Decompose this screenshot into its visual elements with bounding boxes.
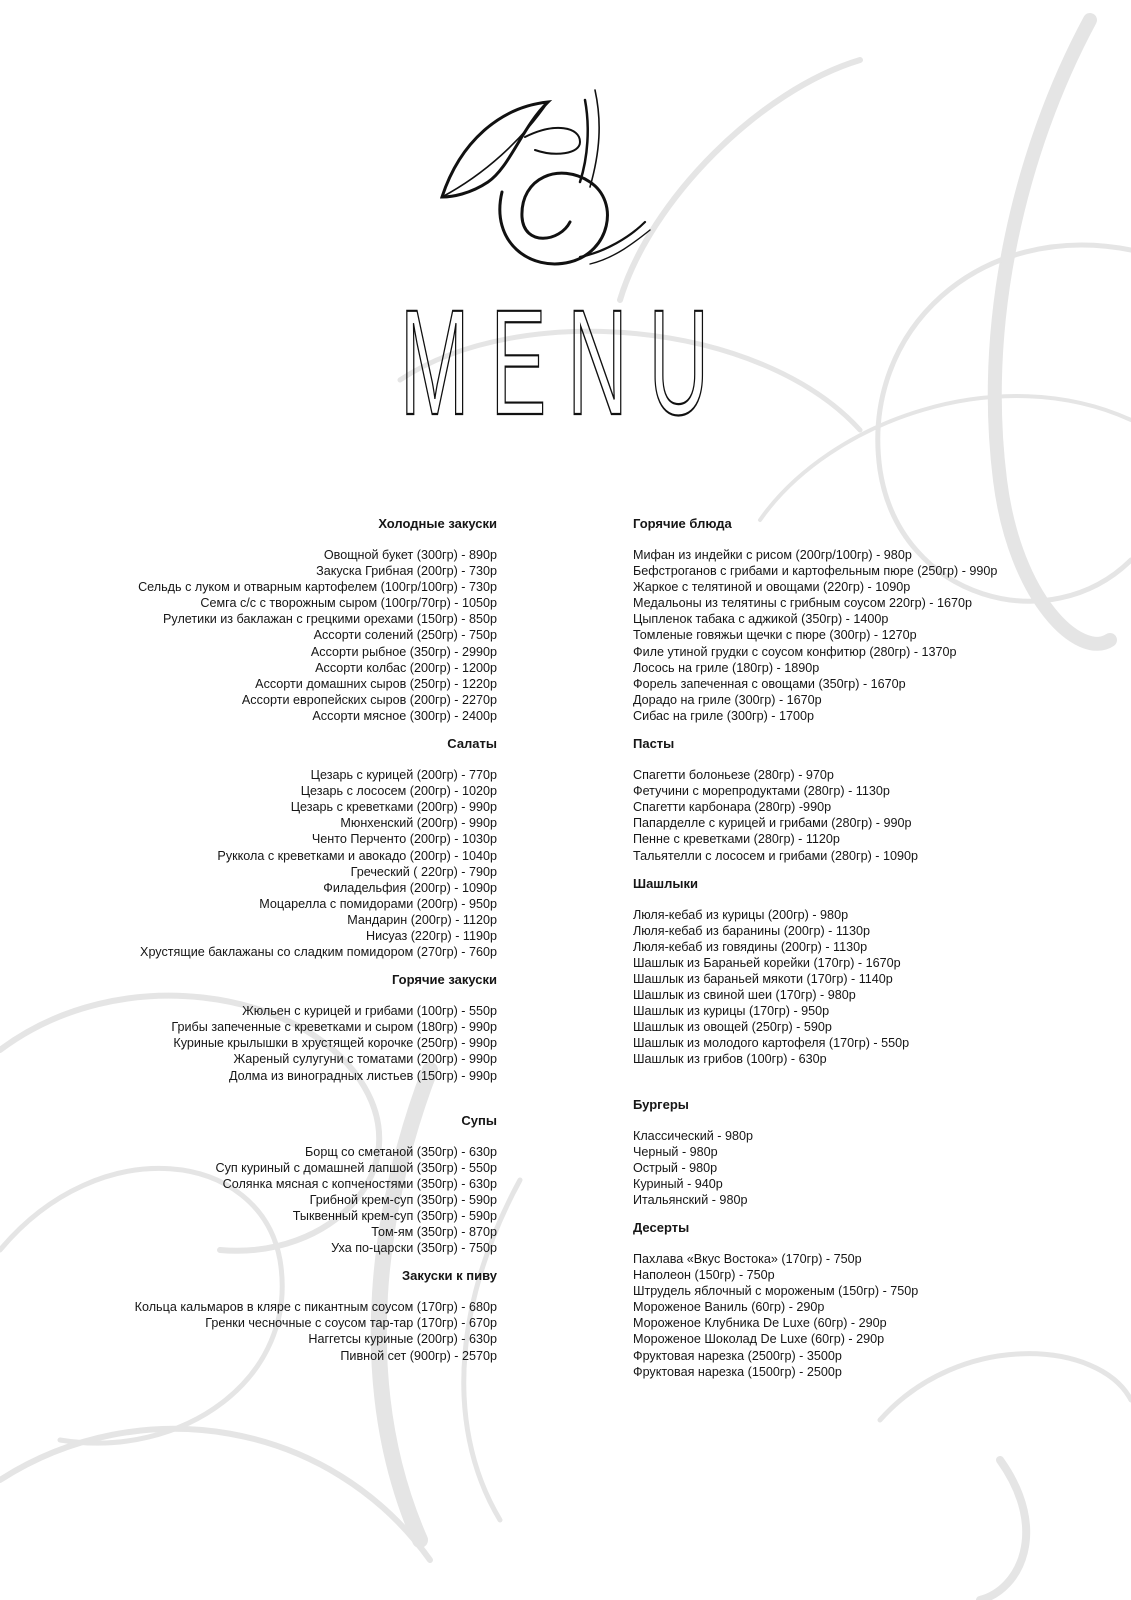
menu-item: Ченто Перченто (200гр) - 1030р: [311, 832, 497, 847]
menu-item: Борщ со сметаной (350гр) - 630р: [305, 1144, 497, 1159]
menu-item: Ассорти солений (250гр) - 750р: [313, 628, 497, 643]
menu-item: Филадельфия (200гр) - 1090р: [323, 880, 497, 895]
menu-item: Люля-кебаб из баранины (200гр) - 1130р: [633, 923, 870, 938]
menu-item: Шашлык из грибов (100гр) - 630р: [633, 1052, 827, 1067]
menu-item: Форель запеченная с овощами (350гр) - 1670р: [633, 676, 906, 691]
menu-item: Пивной сет (900гр) - 2570р: [340, 1348, 497, 1363]
menu-list: [80, 767, 497, 960]
menu-right-column: [633, 516, 1103, 1380]
menu-item: Мороженое Шоколад De Luxe (60гр) - 290р: [633, 1332, 885, 1347]
menu-list: [633, 907, 1103, 1068]
section-heading: Горячие блюда: [633, 516, 732, 531]
menu-item: Ассорти домашних сыров (250гр) - 1220р: [255, 676, 497, 691]
menu-item: Мороженое Клубника De Luxe (60гр) - 290р: [633, 1316, 887, 1331]
section-heading: Горячие закуски: [391, 972, 497, 988]
section-heading: Супы: [461, 1112, 497, 1128]
menu-item: Ассорти мясное (300гр) - 2400р: [312, 708, 497, 723]
menu-item: Ассорти колбас (200гр) - 1200р: [315, 660, 497, 675]
menu-item: Жареный сулугуни с томатами (200гр) - 990р: [233, 1052, 497, 1067]
menu-section-desserts: [633, 1220, 1103, 1380]
menu-section-pasta: [633, 736, 1103, 864]
menu-item: Штрудель яблочный с мороженым (150гр) - 750р: [633, 1284, 919, 1299]
menu-list: [633, 1251, 1103, 1380]
menu-item: Шашлык из молодого картофеля (170гр) - 550р: [633, 1036, 910, 1051]
menu-item: Люля-кебаб из говядины (200гр) - 1130р: [633, 939, 868, 954]
menu-item: Спагетти болоньезе (280гр) - 970р: [633, 768, 834, 783]
menu-list: [633, 767, 1103, 864]
menu-item: Закуска Грибная (200гр) - 730р: [316, 564, 497, 579]
menu-item: Пенне с креветками (280гр) - 1120р: [633, 832, 840, 847]
menu-item: Рулетики из баклажан с грецкими орехами (150гр) - 850р: [163, 612, 497, 627]
menu-list: [633, 1128, 1103, 1208]
menu-list: [80, 547, 497, 724]
menu-item: Мифан из индейки с рисом (200гр/100гр) - 980р: [633, 548, 912, 562]
section-heading: Салаты: [447, 736, 497, 752]
menu-item: Овощной букет (300гр) - 890р: [323, 548, 497, 562]
leaf-peach-logo: [430, 82, 660, 272]
menu-item: Цезарь с креветками (200гр) - 990р: [290, 800, 497, 815]
menu-left-column: [80, 516, 497, 1364]
menu-item: Пахлава «Вкус Востока» (170гр) - 750р: [633, 1252, 862, 1266]
menu-item: Классический - 980р: [633, 1128, 753, 1143]
menu-item: Нисуаз (220гр) - 1190р: [366, 928, 497, 943]
menu-item: Шашлык из свиной шеи (170гр) - 980р: [633, 988, 856, 1003]
menu-item: Люля-кебаб из курицы (200гр) - 980р: [633, 907, 849, 922]
menu-section-hot-appetizers: [80, 972, 497, 1083]
menu-item: Дорадо на гриле (300гр) - 1670р: [633, 692, 822, 707]
menu-item: Куриный - 940р: [633, 1176, 723, 1191]
menu-item: Тыквенный крем-суп (350гр) - 590р: [292, 1209, 497, 1223]
menu-item: Цезарь с курицей (200гр) - 770р: [310, 768, 497, 783]
menu-item: Цыпленок табака с аджикой (350гр) - 1400р: [633, 612, 889, 627]
menu-item: Мюнхенский (200гр) - 990р: [340, 816, 497, 831]
menu-list: [633, 547, 1103, 724]
menu-section-shashlik: [633, 876, 1103, 1068]
menu-item: Шашлык из Бараньей корейки (170гр) - 1670р: [633, 955, 901, 970]
menu-item: Шашлык из курицы (170гр) - 950р: [633, 1004, 830, 1019]
menu-section-hot-dishes: [633, 516, 1103, 724]
menu-item: Хрустящие баклажаны со сладким помидором (270гр) - 760р: [140, 945, 497, 960]
menu-section-beer-snacks: [80, 1268, 497, 1363]
menu-item: Наггетсы куриные (200гр) - 630р: [308, 1332, 497, 1347]
menu-item: Филе утиной грудки с соусом конфитюр (280гр) - 1370р: [633, 644, 957, 659]
menu-item: Греческий ( 220гр) - 790р: [350, 864, 497, 879]
menu-item: Семга с/с с творожным сыром (100гр/70гр) - 1050р: [200, 596, 497, 611]
menu-item: Фруктовая нарезка (1500гр) - 2500р: [633, 1364, 842, 1379]
menu-item: Сельдь с луком и отварным картофелем (100гр/100гр) - 730р: [138, 580, 497, 595]
menu-item: Руккола с креветками и авокадо (200гр) - 1040р: [217, 848, 497, 863]
menu-item: Шашлык из бараньей мякоти (170гр) - 1140р: [633, 971, 893, 986]
menu-item: Черный - 980р: [633, 1144, 718, 1159]
menu-item: Итальянский - 980р: [633, 1192, 748, 1207]
menu-item: Шашлык из овощей (250гр) - 590р: [633, 1020, 832, 1035]
menu-item: Моцарелла с помидорами (200гр) - 950р: [259, 896, 497, 911]
menu-item: Сибас на гриле (300гр) - 1700р: [633, 708, 815, 723]
menu-item: Жюльен с курицей и грибами (100гр) - 550р: [242, 1004, 497, 1019]
menu-item: Тальятелли с лососем и грибами (280гр) - 1090р: [633, 848, 918, 863]
menu-item: Спагетти карбонара (280гр) -990р: [633, 800, 832, 815]
menu-item: Бефстроганов с грибами и картофельным пюре (250гр) - 990р: [633, 564, 998, 579]
menu-title: [0, 296, 1131, 434]
menu-item: Ассорти рыбное (350гр) - 2990р: [310, 644, 497, 659]
menu-item: Грибной крем-суп (350гр) - 590р: [309, 1192, 497, 1207]
menu-item: Кольца кальмаров в кляре с пикантным соусом (170гр) - 680р: [134, 1300, 497, 1315]
menu-item: Мандарин (200гр) - 1120р: [347, 912, 497, 927]
menu-item: Цезарь с лососем (200гр) - 1020р: [300, 784, 497, 799]
section-heading: Пасты: [633, 736, 675, 752]
menu-item: Мороженое Ваниль (60гр) - 290р: [633, 1300, 825, 1315]
menu-item: Куриные крылышки в хрустящей корочке (250гр) - 990р: [173, 1036, 497, 1051]
menu-item: Ассорти европейских сыров (200гр) - 2270р: [241, 692, 497, 707]
section-heading: Холодные закуски: [378, 516, 497, 531]
menu-item: Суп куриный с домашней лапшой (350гр) - 550р: [215, 1160, 497, 1175]
menu-item: Наполеон (150гр) - 750р: [633, 1268, 775, 1283]
menu-section-cold-appetizers: [80, 516, 497, 724]
section-heading: Бургеры: [633, 1096, 689, 1112]
menu-title-text: MENU: [400, 296, 730, 434]
menu-list: [80, 1299, 497, 1363]
menu-item: Фруктовая нарезка (2500гр) - 3500р: [633, 1348, 842, 1363]
menu-item: Долма из виноградных листьев (150гр) - 990р: [228, 1068, 497, 1083]
section-heading: Закуски к пиву: [402, 1268, 497, 1284]
menu-item: Лосось на гриле (180гр) - 1890р: [633, 660, 820, 675]
section-heading: Десерты: [633, 1220, 690, 1235]
menu-item: Уха по-царски (350гр) - 750р: [331, 1241, 497, 1256]
menu-item: Фетучини с морепродуктами (280гр) - 1130р: [633, 784, 890, 799]
menu-section-salads: [80, 736, 497, 960]
menu-section-soups: [80, 1113, 497, 1257]
menu-item: Том-ям (350гр) - 870р: [371, 1225, 497, 1240]
menu-item: Томленые говяжьи щечки с пюре (300гр) - 1270р: [633, 628, 917, 643]
menu-section-burgers: [633, 1097, 1103, 1208]
menu-list: [80, 1144, 497, 1257]
section-heading: Шашлыки: [633, 875, 698, 891]
menu-item: Острый - 980р: [633, 1160, 718, 1175]
menu-item: Грибы запеченные с креветками и сыром (180гр) - 990р: [171, 1020, 497, 1035]
menu-item: Гренки чесночные с соусом тар-тар (170гр) - 670р: [205, 1316, 497, 1331]
menu-item: Папарделле с курицей и грибами (280гр) - 990р: [633, 816, 912, 831]
menu-item: Жаркое с телятиной и овощами (220гр) - 1090р: [633, 580, 911, 595]
menu-list: [80, 1003, 497, 1083]
menu-item: Медальоны из телятины с грибным соусом 220гр) - 1670р: [633, 596, 973, 611]
menu-item: Солянка мясная с копченостями (350гр) - 630р: [222, 1176, 497, 1191]
